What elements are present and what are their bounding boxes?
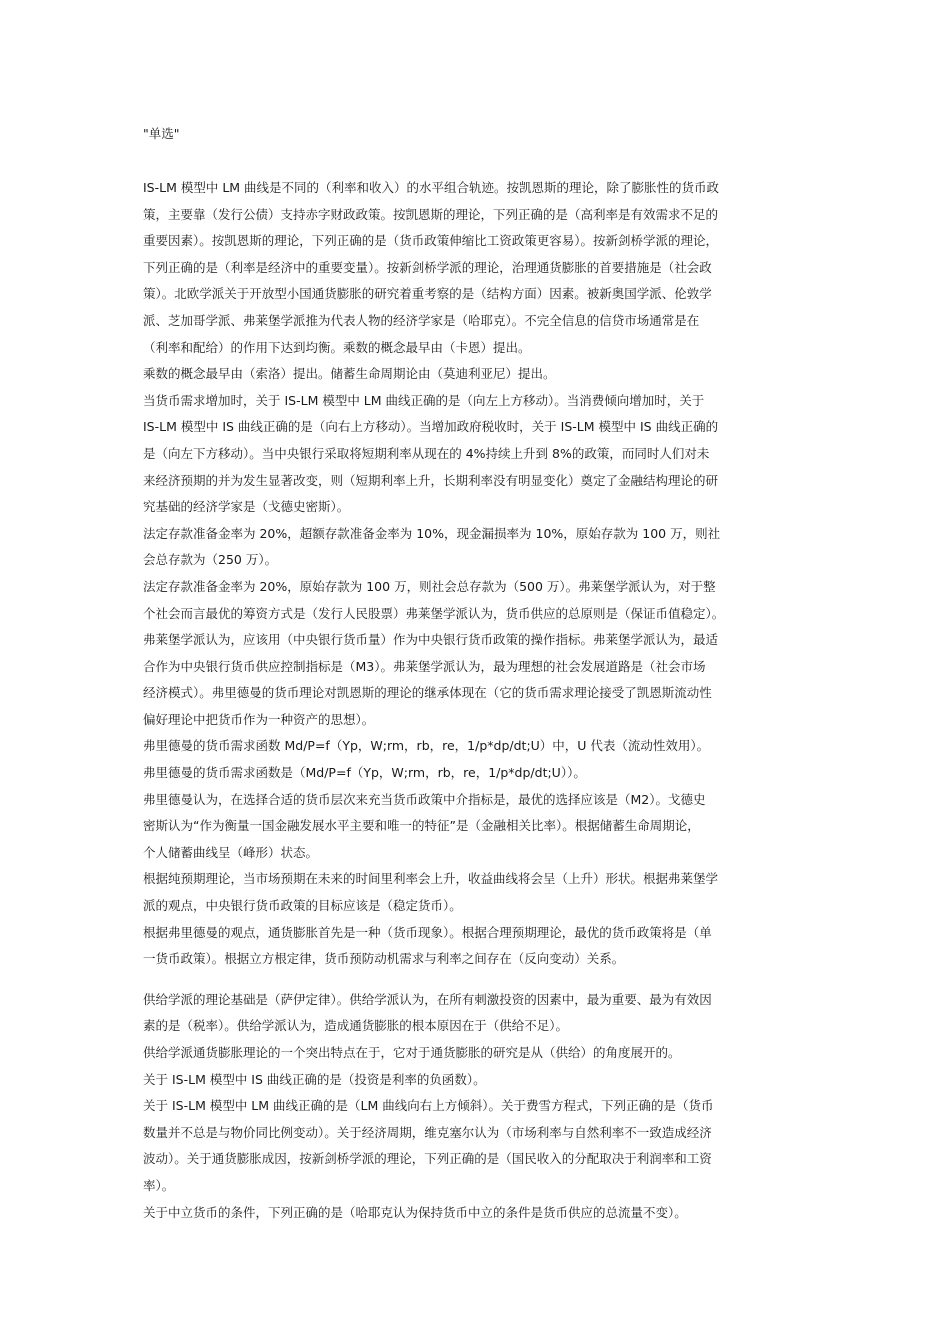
text-line: 一货币政策）。根据立方根定律，货币预防动机需求与利率之间存在（反向变动）关系。 xyxy=(143,951,625,967)
text-line: 弗里德曼的货币需求函数 Md/P=f（Yp，W;rm，rb，re，1/p*dp/dt;U）中，U 代表（流动性效用）。 xyxy=(143,738,710,754)
text-line: 弗里德曼的货币需求函数是（Md/P=f（Yp，W;rm，rb，re，1/p*dp/dt;U））。 xyxy=(143,765,586,781)
text-line: 波动）。关于通货膨胀成因，按新剑桥学派的理论，下列正确的是（国民收入的分配取决于利润率和工资 xyxy=(143,1151,712,1167)
paragraph-gap xyxy=(143,973,743,987)
paragraph xyxy=(143,1040,743,1067)
text-line: 会总存款为（250 万）。 xyxy=(143,552,278,568)
text-line: 重要因素）。按凯恩斯的理论，下列正确的是（货币政策伸缩比工资政策更容易）。按新剑桥学派的理论， xyxy=(143,233,719,249)
paragraph xyxy=(143,987,743,1040)
text-line: （利率和配给）的作用下达到均衡。乘数的概念最早由（卡恩）提出。 xyxy=(143,339,531,355)
paragraph xyxy=(143,574,743,734)
paragraph xyxy=(143,1067,743,1094)
paragraph xyxy=(143,1200,743,1227)
text-line: 来经济预期的并为发生显著改变，则（短期利率上升，长期利率没有明显变化）奠定了金融结构理论的研 xyxy=(143,472,719,488)
text-line: 经济模式）。弗里德曼的货币理论对凯恩斯的理论的继承体现在（它的货币需求理论接受了凯恩斯流动性 xyxy=(143,685,712,701)
text-line: IS-LM 模型中 LM 曲线是不同的（利率和收入）的水平组合轨迹。按凯恩斯的理论，除了膨胀性的货币政 xyxy=(143,180,720,195)
paragraph xyxy=(143,361,743,388)
text-line: 下列正确的是（利率是经济中的重要变量）。按新剑桥学派的理论，治理通货膨胀的首要措施是（社会政 xyxy=(143,259,712,275)
paragraph xyxy=(143,760,743,787)
text-line: 弗里德曼认为，在选择合适的货币层次来充当货币政策中介指标是，最优的选择应该是（M2）。戈德史 xyxy=(143,791,706,807)
text-line: 关于中立货币的条件，下列正确的是（哈耶克认为保持货币中立的条件是货币供应的总流量不变）。 xyxy=(143,1204,687,1220)
document-page xyxy=(143,124,743,1226)
text-line: 关于 IS-LM 模型中 LM 曲线正确的是（LM 曲线向右上方倾斜）。关于费雪方程式，下列正确的是（货币 xyxy=(143,1098,714,1114)
text-line: 密斯认为“作为衡量一国金融发展水平主要和唯一的特征”是（金融相关比率）。根据储蓄生命周期论， xyxy=(143,818,700,834)
paragraph xyxy=(143,388,743,521)
text-line: 派、芝加哥学派、弗莱堡学派推为代表人物的经济学家是（哈耶克）。不完全信息的信贷市场通常是在 xyxy=(143,312,700,328)
paragraph xyxy=(143,1093,743,1199)
text-line: 关于 IS-LM 模型中 IS 曲线正确的是（投资是利率的负函数）。 xyxy=(143,1071,486,1087)
paragraph xyxy=(143,733,743,760)
text-line: 数量并不总是与物价同比例变动）。关于经济周期，维克塞尔认为（市场利率与自然利率不一致造成经济 xyxy=(143,1124,712,1140)
paragraph xyxy=(143,175,743,361)
paragraph xyxy=(143,787,743,867)
document-body xyxy=(143,175,743,1226)
text-line: IS-LM 模型中 IS 曲线正确的是（向右上方移动）。当增加政府税收时，关于 IS-LM 模型中 IS 曲线正确的 xyxy=(143,419,719,435)
text-line: 弗莱堡学派认为，应该用（中央银行货币量）作为中央银行货币政策的操作指标。弗莱堡学派认为，最适 xyxy=(143,632,719,648)
text-line: 供给学派通货膨胀理论的一个突出特点在于，它对于通货膨胀的研究是从（供给）的角度展开的。 xyxy=(143,1045,681,1060)
text-line: 供给学派的理论基础是（萨伊定律）。供给学派认为，在所有刺激投资的因素中，最为重要、最为有效因 xyxy=(143,991,712,1007)
text-line: 法定存款准备金率为 20%，原始存款为 100 万，则社会总存款为（500 万）。弗莱堡学派认为，对于整 xyxy=(143,578,716,594)
paragraph xyxy=(143,521,743,574)
paragraph xyxy=(143,920,743,973)
text-line: 派的观点，中央银行货币政策的目标应该是（稳定货币）。 xyxy=(143,898,462,914)
text-line: 当货币需求增加时，关于 IS-LM 模型中 LM 曲线正确的是（向左上方移动）。当消费倾向增加时，关于 xyxy=(143,392,705,408)
text-line: 法定存款准备金率为 20%，超额存款准备金率为 10%，现金漏损率为 10%，原始存款为 100 万，则社 xyxy=(143,525,721,541)
text-line: 是（向左下方移动）。当中央银行采取将短期利率从现在的 4%持续上升到 8%的政策，而同时人们对未 xyxy=(143,445,710,461)
text-line: 偏好理论中把货币作为一种资产的思想）。 xyxy=(143,711,375,727)
text-line: 究基础的经济学家是（戈德史密斯）。 xyxy=(143,499,350,515)
text-line: 策）。北欧学派关于开放型小国通货膨胀的研究着重考察的是（结构方面）因素。被新奥国学派、伦敦学 xyxy=(143,286,712,302)
text-line: 合作为中央银行货币供应控制指标是（M3）。弗莱堡学派认为，最为理想的社会发展道路是（社会市场 xyxy=(143,658,706,674)
text-line: 乘数的概念最早由（索洛）提出。储蓄生命周期论由（莫迪利亚尼）提出。 xyxy=(143,366,556,382)
text-line: 策，主要靠（发行公债）支持赤字财政政策。按凯恩斯的理论，下列正确的是（高利率是有效需求不足的 xyxy=(143,206,719,222)
text-line: 个人储蓄曲线呈（峰形）状态。 xyxy=(143,844,319,860)
text-line: 根据纯预期理论，当市场预期在未来的时间里利率会上升，收益曲线将会呈（上升）形状。根据弗莱堡学 xyxy=(143,871,719,887)
text-line: 根据弗里德曼的观点，通货膨胀首先是一种（货币现象）。根据合理预期理论，最优的货币政策将是（单 xyxy=(143,924,712,940)
text-line: 率）。 xyxy=(143,1177,175,1193)
question-type-heading: "单选" xyxy=(143,126,180,141)
text-line: 素的是（税率）。供给学派认为，造成通货膨胀的根本原因在于（供给不足）。 xyxy=(143,1018,569,1034)
paragraph xyxy=(143,866,743,919)
text-line: 个社会而言最优的筹资方式是（发行人民股票）弗莱堡学派认为，货币供应的总原则是（保证币值稳定）。 xyxy=(143,605,725,621)
